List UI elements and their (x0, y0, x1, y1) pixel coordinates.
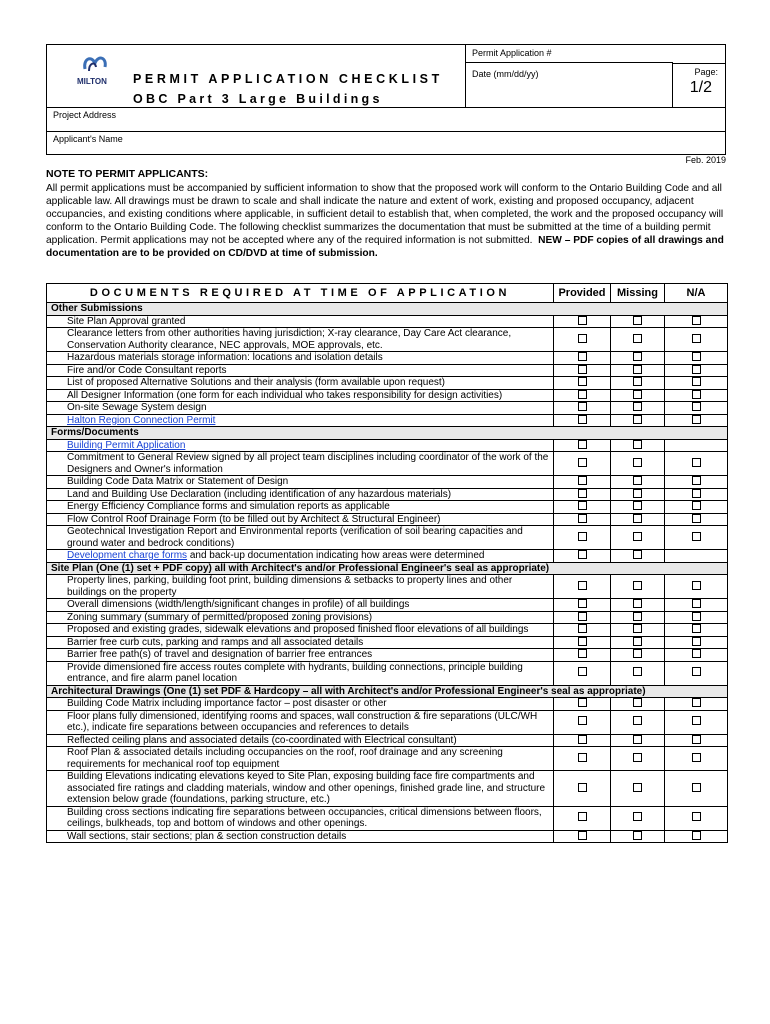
applicant-name-field[interactable]: Applicant's Name (46, 131, 726, 155)
na-checkbox[interactable] (692, 698, 701, 707)
provided-cell (554, 624, 611, 637)
table-row (47, 830, 728, 843)
table-section (47, 427, 728, 440)
table-row (47, 624, 728, 637)
missing-cell (611, 649, 665, 662)
provided-checkbox[interactable] (578, 612, 587, 621)
checklist-title: PERMIT APPLICATION CHECKLIST (133, 72, 443, 86)
missing-cell (611, 476, 665, 489)
table-row (47, 575, 728, 599)
na-cell (665, 328, 728, 352)
na-cell (665, 747, 728, 771)
na-checkbox[interactable] (692, 612, 701, 621)
document-item: Barrier free path(s) of travel and designation of barrier free entrances (47, 649, 554, 662)
missing-checkbox[interactable] (633, 831, 642, 840)
provided-checkbox[interactable] (578, 458, 587, 467)
provided-cell (554, 364, 611, 377)
provided-checkbox[interactable] (578, 812, 587, 821)
na-checkbox[interactable] (692, 415, 701, 424)
missing-checkbox[interactable] (633, 812, 642, 821)
provided-checkbox[interactable] (578, 599, 587, 608)
missing-checkbox[interactable] (633, 316, 642, 325)
na-checkbox[interactable] (692, 581, 701, 590)
missing-checkbox[interactable] (633, 550, 642, 559)
note-bold: NEW – PDF copies of all drawings and documentation are to be provided on CD/DVD at time of submission. (46, 235, 724, 260)
section-heading: Site Plan (One (1) set + PDF copy) all with Architect's and/or Professional Engineer's seal as appropriate) (47, 562, 728, 575)
missing-cell (611, 661, 665, 685)
provided-checkbox[interactable] (578, 501, 587, 510)
provided-checkbox[interactable] (578, 334, 587, 343)
table-row (47, 611, 728, 624)
missing-cell (611, 452, 665, 476)
provided-cell (554, 747, 611, 771)
provided-checkbox[interactable] (578, 476, 587, 485)
na-checkbox[interactable] (692, 352, 701, 361)
document-item: Flow Control Roof Drainage Form (to be filled out by Architect & Structural Engineer) (47, 513, 554, 526)
missing-cell (611, 352, 665, 365)
missing-cell (611, 830, 665, 843)
note-title: NOTE TO PERMIT APPLICANTS: (46, 168, 209, 180)
provided-cell (554, 352, 611, 365)
document-item: Building Elevations indicating elevations keyed to Site Plan, exposing building face fire compartments and associated fire ratings and cladding materials, window and other openings, finished grade line, and structure extension below grade (foundations, parking structure, etc.) (47, 771, 554, 807)
document-item: Fire and/or Code Consultant reports (47, 364, 554, 377)
checklist-subtitle: OBC Part 3 Large Buildings (133, 92, 383, 106)
na-checkbox[interactable] (692, 489, 701, 498)
na-cell (665, 439, 728, 452)
page-box (672, 63, 726, 108)
missing-cell (611, 734, 665, 747)
document-link[interactable]: Building Permit Application (67, 439, 186, 451)
provided-cell (554, 661, 611, 685)
provided-checkbox[interactable] (578, 440, 587, 449)
section-heading: Other Submissions (47, 303, 728, 316)
missing-cell (611, 636, 665, 649)
document-item-text: and back-up documentation indicating how areas were determined (187, 550, 485, 561)
provided-checkbox[interactable] (578, 667, 587, 676)
na-checkbox[interactable] (692, 812, 701, 821)
missing-cell (611, 488, 665, 501)
table-row (47, 501, 728, 514)
provided-cell (554, 513, 611, 526)
na-checkbox[interactable] (692, 532, 701, 541)
na-cell (665, 624, 728, 637)
provided-cell (554, 439, 611, 452)
na-checkbox[interactable] (692, 402, 701, 411)
document-item (47, 439, 554, 452)
document-item: Provide dimensioned fire access routes complete with hydrants, building connections, principle building entrance, and fire alarm panel location (47, 661, 554, 685)
na-cell (665, 806, 728, 830)
missing-cell (611, 526, 665, 550)
table-row (47, 488, 728, 501)
provided-checkbox[interactable] (578, 352, 587, 361)
provided-checkbox[interactable] (578, 514, 587, 523)
na-cell (665, 526, 728, 550)
provided-header: Provided (554, 284, 611, 303)
documents-table (46, 283, 728, 843)
provided-checkbox[interactable] (578, 415, 587, 424)
document-item: Zoning summary (summary of permitted/proposed zoning provisions) (47, 611, 554, 624)
missing-cell (611, 771, 665, 807)
provided-cell (554, 550, 611, 563)
table-row (47, 771, 728, 807)
na-checkbox[interactable] (692, 377, 701, 386)
na-checkbox[interactable] (692, 514, 701, 523)
missing-cell (611, 414, 665, 427)
provided-checkbox[interactable] (578, 402, 587, 411)
table-row (47, 698, 728, 711)
document-item: Property lines, parking, building foot print, building dimensions & setbacks to property lines and other buildings on the property (47, 575, 554, 599)
na-checkbox[interactable] (692, 667, 701, 676)
provided-checkbox[interactable] (578, 637, 587, 646)
missing-cell (611, 501, 665, 514)
missing-cell (611, 698, 665, 711)
document-item: Clearance letters from other authorities having jurisdiction; X-ray clearance, Day Care Act clearance, Conservation Authority clearance, NEC approvals, MOE approvals, etc. (47, 328, 554, 352)
document-item: Overall dimensions (width/length/significant changes in profile) of all buildings (47, 599, 554, 612)
missing-checkbox[interactable] (633, 637, 642, 646)
na-header: N/A (665, 284, 728, 303)
provided-cell (554, 315, 611, 328)
permit-application-field[interactable]: Permit Application # (466, 45, 673, 63)
provided-cell (554, 611, 611, 624)
missing-checkbox[interactable] (633, 581, 642, 590)
provided-checkbox[interactable] (578, 316, 587, 325)
document-item: All Designer Information (one form for each individual who takes responsibility for design activities) (47, 389, 554, 402)
table-row (47, 599, 728, 612)
provided-cell (554, 452, 611, 476)
document-item: Commitment to General Review signed by all project team disciplines including coordinator of the work of the Designers and Owner's information (47, 452, 554, 476)
header-box (46, 44, 726, 108)
document-item: Building cross sections indicating fire separations between occupancies, critical dimensions between floors, ceilings, bulkheads, top and bottom of windows and other openings. (47, 806, 554, 830)
na-checkbox[interactable] (692, 831, 701, 840)
milton-logo (75, 53, 115, 87)
document-item (47, 414, 554, 427)
table-row (47, 661, 728, 685)
provided-cell (554, 501, 611, 514)
missing-cell (611, 402, 665, 415)
na-checkbox[interactable] (692, 753, 701, 762)
provided-cell (554, 710, 611, 734)
missing-cell (611, 599, 665, 612)
na-cell (665, 476, 728, 489)
provided-checkbox[interactable] (578, 532, 587, 541)
missing-checkbox[interactable] (633, 698, 642, 707)
na-cell (665, 389, 728, 402)
table-row (47, 352, 728, 365)
document-item: On-site Sewage System design (47, 402, 554, 415)
na-checkbox[interactable] (692, 334, 701, 343)
missing-cell (611, 747, 665, 771)
na-cell (665, 402, 728, 415)
missing-checkbox[interactable] (633, 352, 642, 361)
provided-cell (554, 698, 611, 711)
document-item: Hazardous materials storage information: locations and isolation details (47, 352, 554, 365)
provided-checkbox[interactable] (578, 783, 587, 792)
missing-checkbox[interactable] (633, 476, 642, 485)
provided-checkbox[interactable] (578, 735, 587, 744)
missing-cell (611, 611, 665, 624)
table-row (47, 806, 728, 830)
provided-cell (554, 476, 611, 489)
page-number: 1/2 (689, 79, 712, 96)
missing-header: Missing (611, 284, 665, 303)
na-cell (665, 550, 728, 563)
provided-checkbox[interactable] (578, 753, 587, 762)
na-cell (665, 575, 728, 599)
project-address-field[interactable]: Project Address (46, 107, 726, 132)
missing-checkbox[interactable] (633, 735, 642, 744)
provided-checkbox[interactable] (578, 489, 587, 498)
provided-checkbox[interactable] (578, 716, 587, 725)
document-item: Wall sections, stair sections; plan & section construction details (47, 830, 554, 843)
document-item: Building Code Data Matrix or Statement of Design (47, 476, 554, 489)
svg-text:MILTON: MILTON (77, 77, 107, 86)
document-item: Reflected ceiling plans and associated details (co-coordinated with Electrical consultant) (47, 734, 554, 747)
missing-cell (611, 315, 665, 328)
missing-cell (611, 389, 665, 402)
na-cell (665, 698, 728, 711)
provided-cell (554, 830, 611, 843)
na-cell (665, 414, 728, 427)
provided-cell (554, 488, 611, 501)
missing-cell (611, 710, 665, 734)
missing-cell (611, 377, 665, 390)
table-row (47, 364, 728, 377)
table-row (47, 377, 728, 390)
missing-checkbox[interactable] (633, 599, 642, 608)
document-item: Barrier free curb cuts, parking and ramps and all associated details (47, 636, 554, 649)
na-checkbox[interactable] (692, 365, 701, 374)
provided-checkbox[interactable] (578, 831, 587, 840)
missing-checkbox[interactable] (633, 402, 642, 411)
na-checkbox[interactable] (692, 649, 701, 658)
document-item: Roof Plan & associated details including occupancies on the roof, roof drainage and any screening requirements for mechanical roof top equipment (47, 747, 554, 771)
na-checkbox[interactable] (692, 735, 701, 744)
missing-checkbox[interactable] (633, 624, 642, 633)
table-row (47, 389, 728, 402)
missing-checkbox[interactable] (633, 514, 642, 523)
missing-checkbox[interactable] (633, 440, 642, 449)
provided-checkbox[interactable] (578, 390, 587, 399)
document-item: Building Code Matrix including importance factor – post disaster or other (47, 698, 554, 711)
provided-checkbox[interactable] (578, 550, 587, 559)
provided-checkbox[interactable] (578, 365, 587, 374)
missing-checkbox[interactable] (633, 753, 642, 762)
missing-checkbox[interactable] (633, 489, 642, 498)
missing-checkbox[interactable] (633, 390, 642, 399)
na-checkbox[interactable] (692, 316, 701, 325)
provided-cell (554, 414, 611, 427)
date-field[interactable]: Date (mm/dd/yy) (472, 69, 539, 79)
missing-checkbox[interactable] (633, 365, 642, 374)
na-checkbox[interactable] (692, 599, 701, 608)
missing-cell (611, 575, 665, 599)
na-checkbox[interactable] (692, 390, 701, 399)
table-section (47, 562, 728, 575)
provided-checkbox[interactable] (578, 624, 587, 633)
missing-checkbox[interactable] (633, 458, 642, 467)
na-cell (665, 830, 728, 843)
provided-cell (554, 575, 611, 599)
missing-checkbox[interactable] (633, 377, 642, 386)
missing-checkbox[interactable] (633, 612, 642, 621)
provided-cell (554, 806, 611, 830)
na-cell (665, 501, 728, 514)
table-row (47, 476, 728, 489)
na-cell (665, 513, 728, 526)
provided-checkbox[interactable] (578, 581, 587, 590)
na-cell (665, 734, 728, 747)
na-cell (665, 710, 728, 734)
document-item: Land and Building Use Declaration (including identification of any hazardous materials) (47, 488, 554, 501)
table-row (47, 550, 728, 563)
table-row (47, 414, 728, 427)
table-row (47, 649, 728, 662)
table-row (47, 452, 728, 476)
document-item (47, 550, 554, 563)
missing-cell (611, 513, 665, 526)
na-cell (665, 488, 728, 501)
provided-cell (554, 402, 611, 415)
na-cell (665, 649, 728, 662)
na-cell (665, 377, 728, 390)
na-cell (665, 636, 728, 649)
na-cell (665, 315, 728, 328)
table-row (47, 710, 728, 734)
table-row (47, 513, 728, 526)
missing-checkbox[interactable] (633, 415, 642, 424)
missing-checkbox[interactable] (633, 532, 642, 541)
document-item: Proposed and existing grades, sidewalk elevations and proposed finished floor elevations of all buildings (47, 624, 554, 637)
table-row (47, 439, 728, 452)
na-cell (665, 352, 728, 365)
page-label: Page: (694, 67, 718, 77)
table-section (47, 685, 728, 698)
provided-cell (554, 771, 611, 807)
title-area (47, 45, 465, 107)
document-item: Energy Efficiency Compliance forms and simulation reports as applicable (47, 501, 554, 514)
missing-cell (611, 624, 665, 637)
table-row (47, 402, 728, 415)
table-row (47, 315, 728, 328)
provided-checkbox[interactable] (578, 698, 587, 707)
missing-cell (611, 364, 665, 377)
na-cell (665, 771, 728, 807)
na-checkbox[interactable] (692, 783, 701, 792)
na-cell (665, 599, 728, 612)
missing-checkbox[interactable] (633, 667, 642, 676)
provided-cell (554, 526, 611, 550)
provided-cell (554, 649, 611, 662)
missing-checkbox[interactable] (633, 783, 642, 792)
note-body: All permit applications must be accompanied by sufficient information to show that the proposed work will conform to the Ontario Building Code and all applicable law. All drawings must be drawn to scale and shall indicate the nature and extent of work, existing and proposed occupancy, adjacent occupancies, and existing conditions where applicable, in sufficient detail to establish that, when completed, the work and the proposed occupancy will conform to the Ontario Building Code. The following checklist summarizes the documentation that must be submitted at the time of a building permit application. Permit applications may not be accepted where any of the required information is not submitted. NEW – PDF copies of all drawings and documentation are to be provided on CD/DVD at time of submission. (46, 183, 724, 260)
document-item: Site Plan Approval granted (47, 315, 554, 328)
document-link[interactable]: Halton Region Connection Permit (67, 414, 216, 426)
missing-checkbox[interactable] (633, 649, 642, 658)
provided-cell (554, 734, 611, 747)
table-row (47, 734, 728, 747)
missing-cell (611, 328, 665, 352)
na-checkbox[interactable] (692, 716, 701, 725)
section-heading: Forms/Documents (47, 427, 728, 440)
document-item: Geotechnical Investigation Report and Environmental reports (verification of soil bearing capacities and ground water and bedrock conditions) (47, 526, 554, 550)
provided-cell (554, 377, 611, 390)
missing-checkbox[interactable] (633, 716, 642, 725)
table-row (47, 328, 728, 352)
provided-cell (554, 636, 611, 649)
na-cell (665, 611, 728, 624)
missing-checkbox[interactable] (633, 501, 642, 510)
table-section (47, 303, 728, 316)
section-heading: Architectural Drawings (One (1) set PDF & Hardcopy – all with Architect's and/or Professional Engineer's seal as appropriate) (47, 685, 728, 698)
documents-header: DOCUMENTS REQUIRED AT TIME OF APPLICATION (47, 284, 554, 303)
table-row (47, 636, 728, 649)
missing-cell (611, 550, 665, 563)
na-cell (665, 364, 728, 377)
na-checkbox[interactable] (692, 624, 701, 633)
na-cell (665, 452, 728, 476)
provided-cell (554, 328, 611, 352)
missing-cell (611, 806, 665, 830)
provided-checkbox[interactable] (578, 377, 587, 386)
na-checkbox[interactable] (692, 458, 701, 467)
revision-date: Feb. 2019 (685, 155, 726, 165)
provided-checkbox[interactable] (578, 649, 587, 658)
missing-checkbox[interactable] (633, 334, 642, 343)
na-checkbox[interactable] (692, 637, 701, 646)
na-checkbox[interactable] (692, 476, 701, 485)
document-link[interactable]: Development charge forms (67, 550, 188, 561)
na-checkbox[interactable] (692, 501, 701, 510)
provided-cell (554, 389, 611, 402)
document-item: Floor plans fully dimensioned, identifying rooms and spaces, wall construction & fire separations (ULC/WH etc.), indicate fire separations between occupancies and references to details (47, 710, 554, 734)
permit-date-area (465, 45, 673, 107)
table-row (47, 526, 728, 550)
document-item: List of proposed Alternative Solutions and their analysis (form available upon request) (47, 377, 554, 390)
provided-cell (554, 599, 611, 612)
na-cell (665, 661, 728, 685)
missing-cell (611, 439, 665, 452)
table-row (47, 747, 728, 771)
